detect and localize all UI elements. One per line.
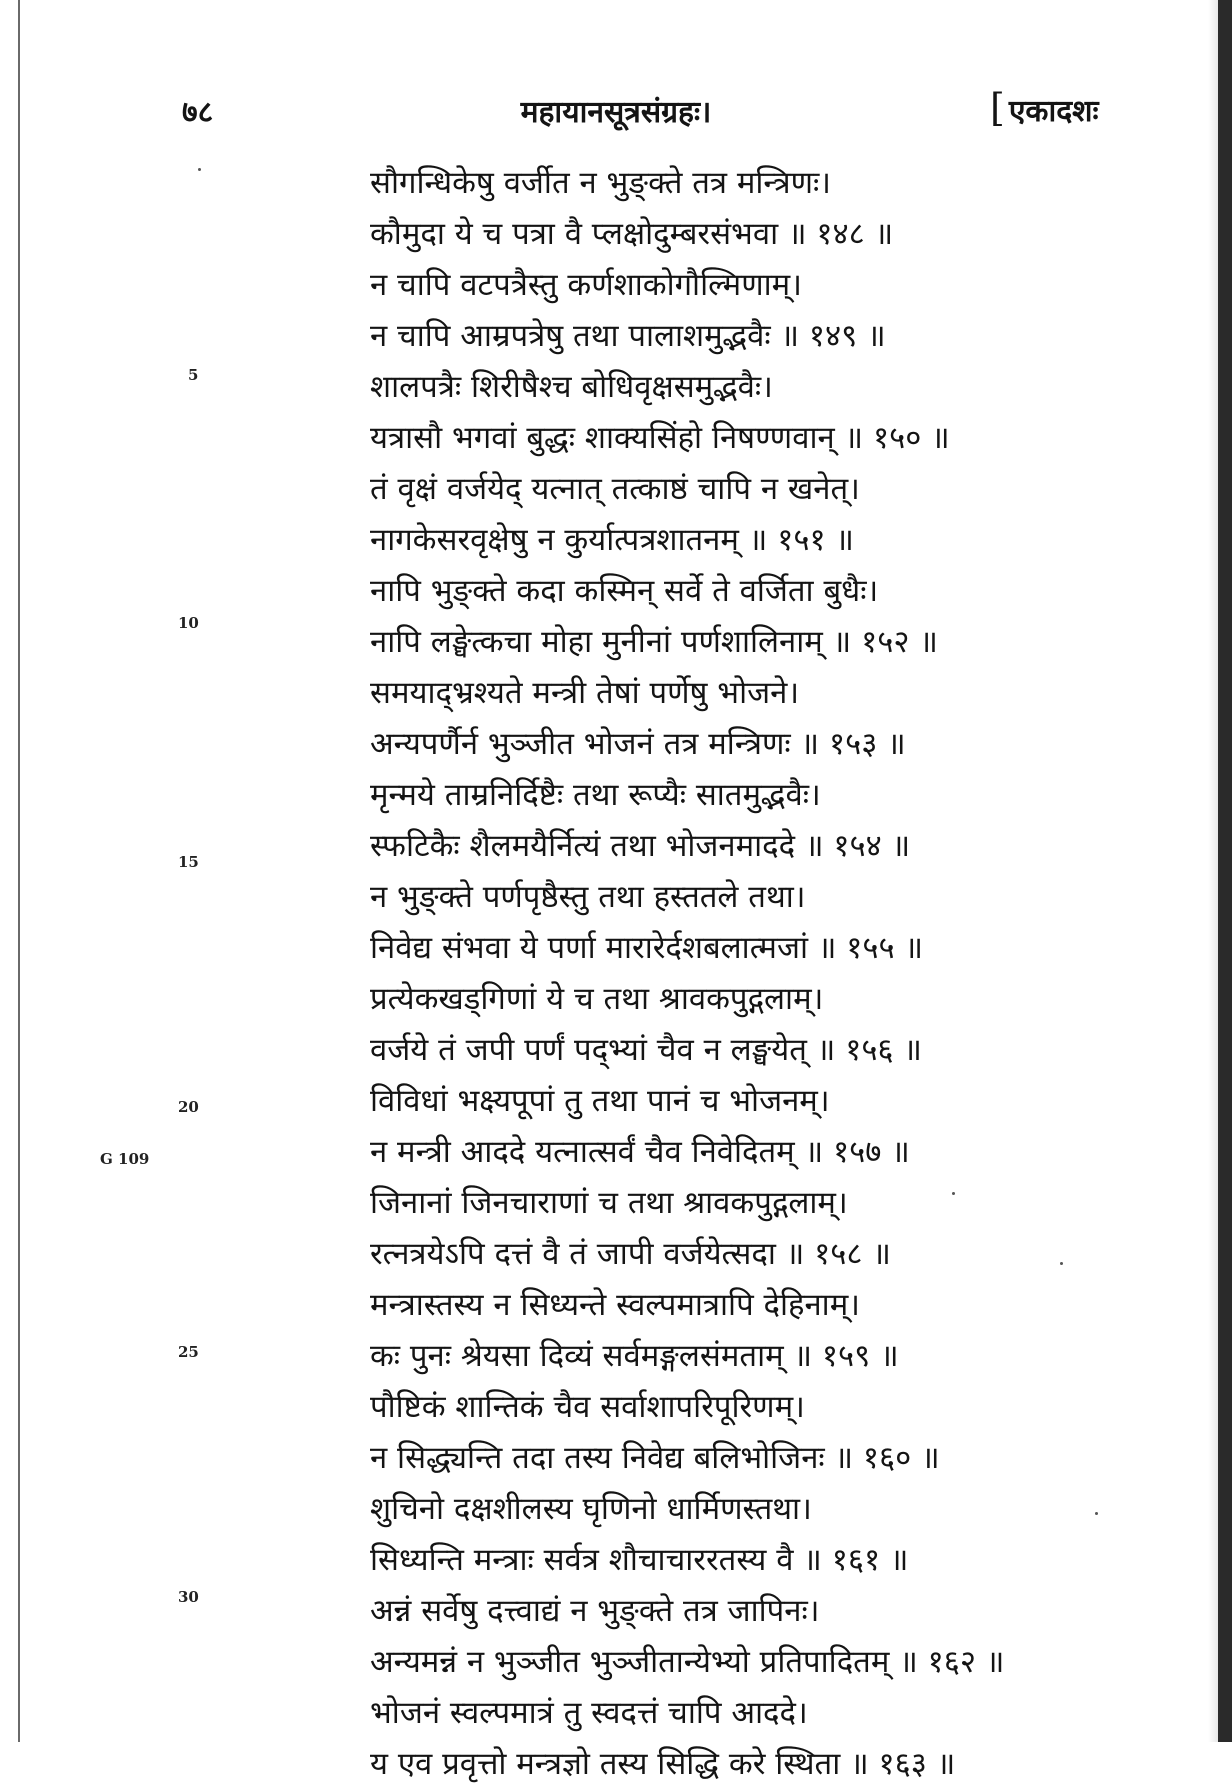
margin-reference: G 109 xyxy=(100,1150,150,1168)
margin-line-number-30: 30 xyxy=(178,1588,199,1606)
verse-line: न सिद्ध्यन्ति तदा तस्य निवेद्य बलिभोजिनः ॥ १६० ॥ xyxy=(370,1440,940,1476)
verse-line: तं वृक्षं वर्जयेद् यत्नात् तत्काष्ठं चापि न खनेत्। xyxy=(370,471,860,507)
verse-line: अन्नं सर्वेषु दत्त्वाद्यं न भुङ्क्ते तत्र जापिनः। xyxy=(370,1593,820,1629)
verse-line: रत्नत्रयेऽपि दत्तं वै तं जापी वर्जयेत्सदा ॥ १५८ ॥ xyxy=(370,1236,891,1272)
page-left-edge xyxy=(18,0,20,1742)
verse-line: शालपत्रैः शिरीषैश्च बोधिवृक्षसमुद्भवैः। xyxy=(370,369,773,405)
verse-line: जिनानां जिनचाराणां च तथा श्रावकपुद्गलाम्। xyxy=(370,1185,848,1221)
verse-line: न चापि आम्रपत्रेषु तथा पालाशमुद्भवैः ॥ १४९ ॥ xyxy=(370,318,886,354)
verse-line: न चापि वटपत्रैस्तु कर्णशाकोगौल्मिणाम्। xyxy=(370,267,802,303)
verse-line: अन्यपर्णैर्न भुञ्जीत भोजनं तत्र मन्त्रिणः ॥ १५३ ॥ xyxy=(370,726,906,762)
verse-line: भोजनं स्वल्पमात्रं तु स्वदत्तं चापि आददे। xyxy=(370,1695,808,1731)
margin-line-number-25: 25 xyxy=(178,1343,199,1361)
scan-speck xyxy=(1095,1512,1098,1515)
scan-speck xyxy=(1060,1262,1063,1265)
section-bracket: [ xyxy=(990,86,1005,130)
verse-text-block xyxy=(370,158,1210,1790)
verse-line: अन्यमन्नं न भुञ्जीत भुञ्जीतान्येभ्यो प्रतिपादितम् ॥ १६२ ॥ xyxy=(370,1644,1005,1680)
verse-line: यत्रासौ भगवां बुद्धः शाक्यसिंहो निषण्णवान् ॥ १५० ॥ xyxy=(370,420,950,456)
verse-line: मन्त्रास्तस्य न सिध्यन्ते स्वल्पमात्रापि देहिनाम्। xyxy=(370,1287,860,1323)
page-number: ७८ xyxy=(182,95,214,130)
verse-line: न भुङ्क्ते पर्णपृष्ठैस्तु तथा हस्ततले तथा। xyxy=(370,879,806,915)
verse-line: नापि भुङ्क्ते कदा कस्मिन् सर्वे ते वर्जिता बुधैः। xyxy=(370,573,879,609)
verse-line: नापि लङ्घेत्कचा मोहा मुनीनां पर्णशालिनाम् ॥ १५२ ॥ xyxy=(370,624,938,660)
verse-line: नागकेसरवृक्षेषु न कुर्यात्पत्रशातनम् ॥ १५१ ॥ xyxy=(370,522,854,558)
verse-line: विविधां भक्ष्यपूपां तु तथा पानं च भोजनम्। xyxy=(370,1083,830,1119)
verse-line: स्फटिकैः शैलमयैर्नित्यं तथा भोजनमाददे ॥ १५४ ॥ xyxy=(370,828,911,864)
page-binding-edge xyxy=(1218,0,1232,1742)
scan-speck xyxy=(952,1192,955,1195)
section-label xyxy=(990,86,1099,130)
margin-line-number-10: 10 xyxy=(178,614,199,632)
verse-line: य एव प्रवृत्तो मन्त्रज्ञो तस्य सिद्धि करे स्थिता ॥ १६३ ॥ xyxy=(370,1746,956,1782)
margin-line-number-15: 15 xyxy=(178,853,199,871)
verse-line: न मन्त्री आददे यत्नात्सर्वं चैव निवेदितम् ॥ १५७ ॥ xyxy=(370,1134,910,1170)
margin-line-number-20: 20 xyxy=(178,1098,199,1116)
section-label-text: एकादशः xyxy=(1008,94,1099,129)
margin-line-number-5: 5 xyxy=(188,366,199,384)
verse-line: कः पुनः श्रेयसा दिव्यं सर्वमङ्गलसंमताम् ॥ १५९ ॥ xyxy=(370,1338,899,1374)
verse-line: समयाद्भ्रश्यते मन्त्री तेषां पर्णेषु भोजने। xyxy=(370,675,800,711)
verse-line: प्रत्येकखड्गिणां ये च तथा श्रावकपुद्गलाम्। xyxy=(370,981,824,1017)
verse-line: सिध्यन्ति मन्त्राः सर्वत्र शौचाचाररतस्य वै ॥ १६१ ॥ xyxy=(370,1542,909,1578)
page-header xyxy=(0,84,1232,144)
running-title: महायानसूत्रसंग्रहः। xyxy=(520,95,712,130)
verse-line: शुचिनो दक्षशीलस्य घृणिनो धार्मिणस्तथा। xyxy=(370,1491,812,1527)
verse-line: कौमुदा ये च पत्रा वै प्लक्षोदुम्बरसंभवा ॥ १४८ ॥ xyxy=(370,216,894,252)
scan-speck xyxy=(198,168,201,171)
verse-line: पौष्टिकं शान्तिकं चैव सर्वाशापरिपूरिणम्। xyxy=(370,1389,805,1425)
verse-line: मृन्मये ताम्रनिर्दिष्टैः तथा रूप्यैः सातमुद्भवैः। xyxy=(370,777,821,813)
verse-line: सौगन्धिकेषु वर्जीत न भुङ्क्ते तत्र मन्त्रिणः। xyxy=(370,165,832,201)
verse-line: वर्जये तं जपी पर्णं पद्भ्यां चैव न लङ्घयेत् ॥ १५६ ॥ xyxy=(370,1032,922,1068)
verse-line: निवेद्य संभवा ये पर्णा मारारेर्दशबलात्मजां ॥ १५५ ॥ xyxy=(370,930,924,966)
